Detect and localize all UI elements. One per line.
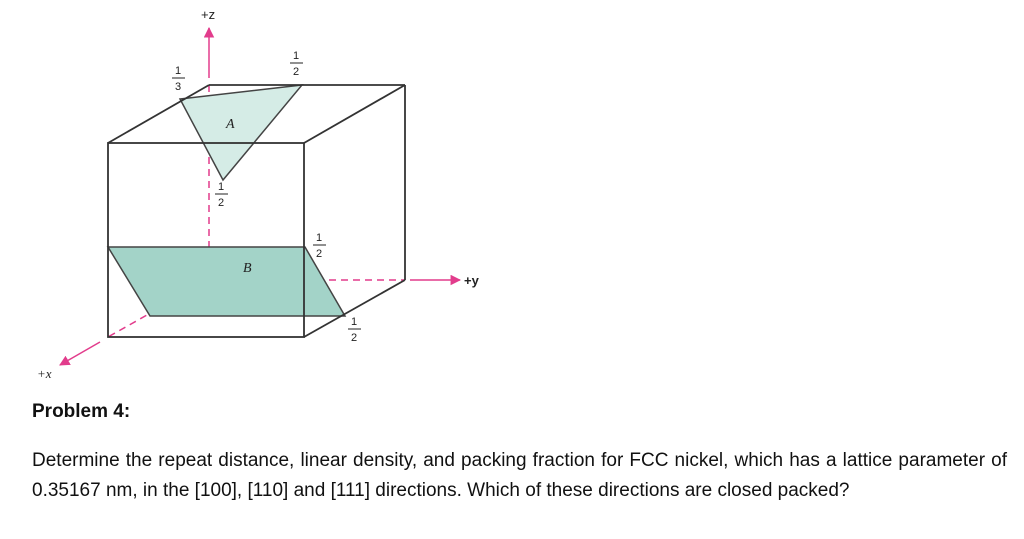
fraction-denominator: 2 [351, 332, 358, 344]
fraction-one-third [172, 65, 185, 93]
fraction-numerator: 1 [316, 232, 323, 244]
plane-b-label: B [243, 261, 252, 276]
fraction-numerator: 1 [351, 316, 358, 328]
fraction-denominator: 3 [175, 81, 182, 93]
x-axis-arrow [60, 342, 100, 365]
fraction-one-half-bottom [348, 316, 361, 344]
cube-top-right-edge [304, 85, 405, 143]
unit-cell-figure [0, 0, 560, 395]
fraction-numerator: 1 [175, 65, 182, 77]
fraction-denominator: 2 [293, 66, 300, 78]
y-axis-label: +y [464, 273, 479, 288]
fraction-numerator: 1 [293, 50, 300, 62]
fraction-one-half-z [215, 181, 228, 209]
fraction-denominator: 2 [316, 248, 323, 260]
plane-a [180, 85, 302, 180]
fraction-numerator: 1 [218, 181, 225, 193]
plane-b [108, 247, 345, 316]
problem-heading: Problem 4: [32, 401, 131, 422]
problem-statement: Determine the repeat distance, linear density, and packing fraction for FCC nickel, which has a lattice parameter of 0.35167 nm, in the [100], [110] and [111] directions. Which of these directions are closed packed? [32, 450, 1007, 501]
x-axis-label: +x [37, 366, 52, 381]
z-axis-label: +z [201, 7, 216, 22]
fraction-one-half-top [290, 50, 303, 78]
plane-a-label: A [226, 117, 235, 132]
fraction-denominator: 2 [218, 197, 225, 209]
fraction-one-half-edge [313, 232, 326, 260]
